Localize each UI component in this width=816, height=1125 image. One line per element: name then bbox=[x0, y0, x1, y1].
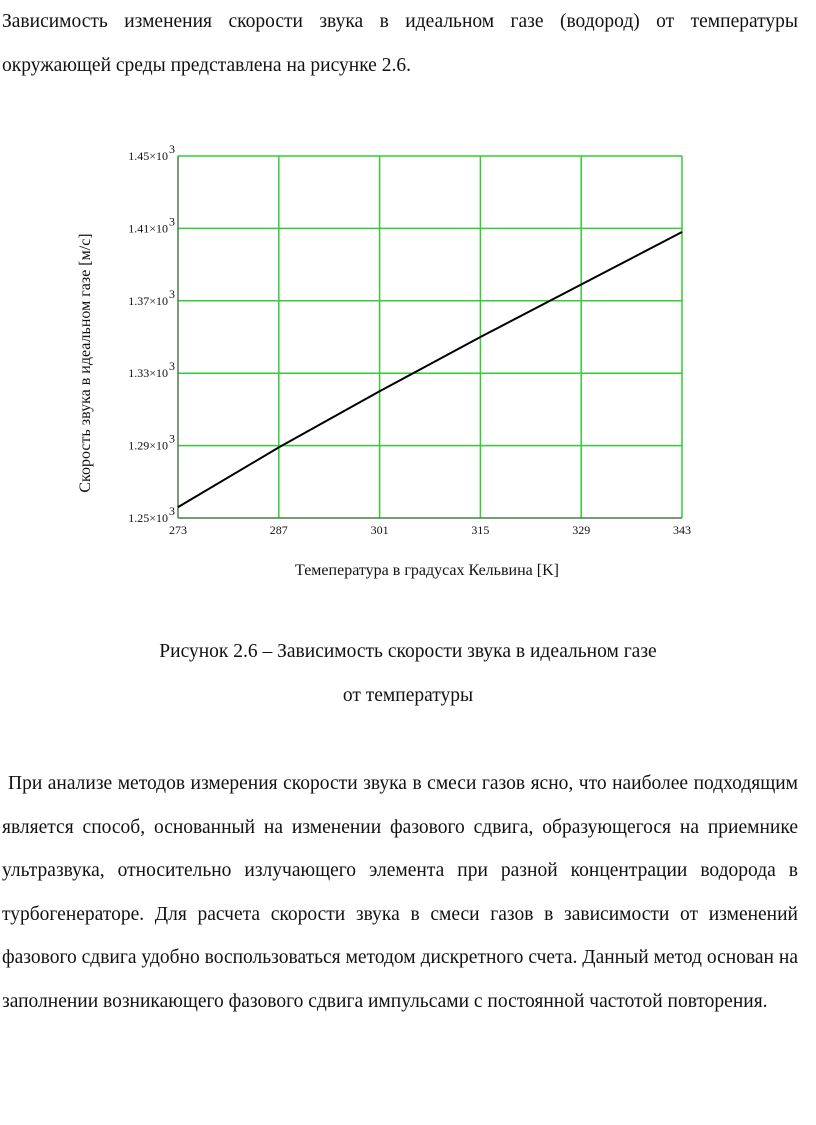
chart-tick-labels bbox=[128, 142, 691, 537]
x-tick-label: 287 bbox=[269, 523, 288, 537]
speed-temperature-chart bbox=[60, 130, 720, 590]
y-tick-label: 1.37×10 bbox=[128, 293, 168, 308]
y-tick-exponent: 3 bbox=[169, 286, 175, 301]
y-tick-exponent: 3 bbox=[169, 431, 175, 446]
y-tick-exponent: 3 bbox=[169, 359, 175, 374]
figure-caption-line1: Рисунок 2.6 – Зависимость скорости звука в идеальном газе bbox=[159, 641, 657, 662]
x-tick-label: 315 bbox=[471, 523, 490, 537]
x-tick-label: 329 bbox=[572, 523, 591, 537]
chart-grid bbox=[178, 156, 682, 518]
y-tick-label: 1.33×10 bbox=[128, 366, 168, 381]
x-tick-label: 301 bbox=[370, 523, 389, 537]
y-tick-exponent: 3 bbox=[169, 504, 175, 518]
y-tick-label: 1.25×10 bbox=[128, 511, 168, 525]
figure-caption-line2: от температуры bbox=[342, 685, 474, 706]
y-axis-label: Скорость звука в идеальном газе [м/с] bbox=[77, 233, 94, 493]
y-tick-label: 1.45×10 bbox=[128, 149, 168, 163]
x-axis-label: Темепература в градусах Кельвина [K] bbox=[295, 562, 559, 579]
x-tick-label: 273 bbox=[169, 523, 187, 537]
series-line bbox=[178, 232, 682, 507]
y-tick-label: 1.41×10 bbox=[128, 221, 168, 236]
y-tick-exponent: 3 bbox=[169, 214, 175, 229]
x-tick-label: 343 bbox=[673, 523, 691, 537]
intro-paragraph: Зависимость изменения скорости звука в идеальном газе (водород) от температуры окружающей среды представлена на рисунке 2.6. bbox=[2, 11, 798, 76]
y-tick-label: 1.29×10 bbox=[128, 438, 168, 453]
chart-series bbox=[178, 232, 682, 507]
y-tick-exponent: 3 bbox=[169, 142, 175, 156]
body-paragraph: При анализе методов измерения скорости звука в смеси газов ясно, что наиболее подходящим является способ, основанный на изменении фазового сдвига, образующегося на приемнике ультразвука, относительно излучающего элемента при разной концентрации водорода в турбогенераторе. Для расчета скорости звука в смеси газов в зависимости от изменений фазового сдвига удобно воспользоваться методом дискретного счета. Данный метод основан на заполнении возникающего фазового сдвига импульсами с постоянной частотой повторения. bbox=[2, 773, 798, 1012]
